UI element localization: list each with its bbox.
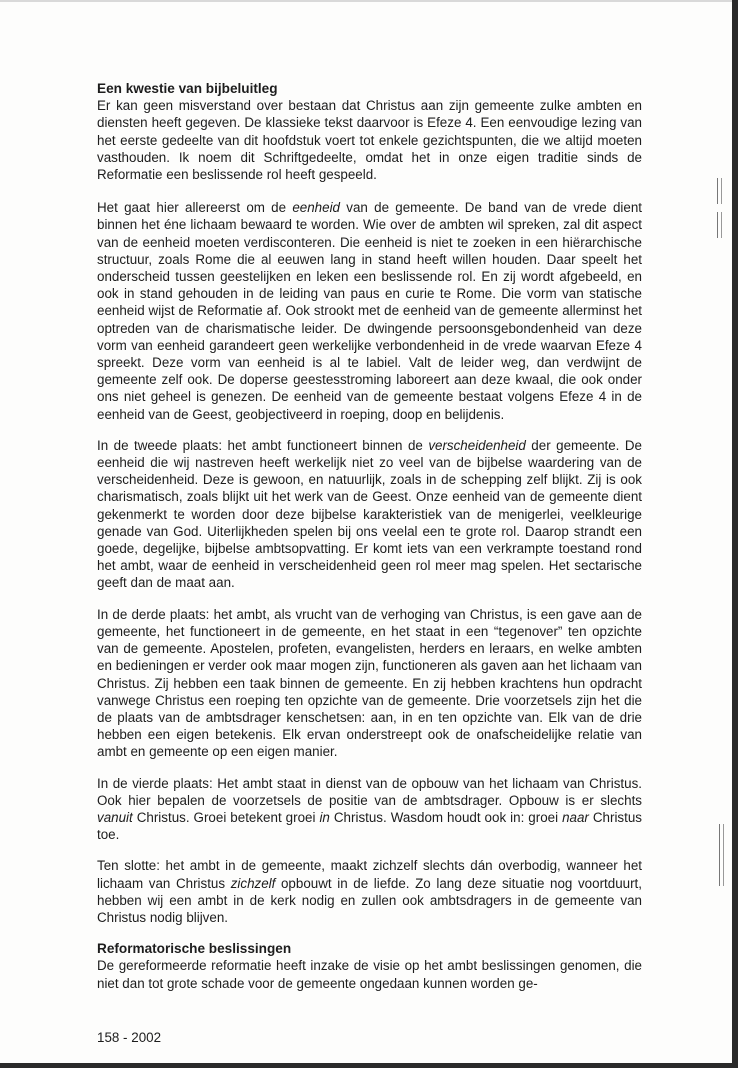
binding-mark xyxy=(717,178,722,204)
paragraph: Het gaat hier allereerst om de eenheid van de gemeente. De band van de vrede dient binnen het éne lichaam bewaard te worden. Wie over de ambten wil spreken, zal dit aspect van de eenheid moeten verdisconteren. Die eenheid is niet te zoeken in een hiërarchische structuur, zoals Rome die al eeuwen lang in stand heeft willen houden. Daar speelt het onderscheid tussen geestelijken en leken een beslissende rol. En zij wordt afgebeeld, en ook in stand gehouden in de leiding van paus en curie te Rome. Die vorm van statische eenheid wijst de Reformatie af. Ook strookt met de eenheid van de gemeente allerminst het optreden van de charismatische leider. De dwingende persoonsgebondenheid van deze vorm van eenheid garandeert geen werkelijke verbondenheid in de vrede waarvan Efeze 4 spreekt. Deze vorm van eenheid is al te labiel. Valt de leider weg, dan verdwijnt de gemeente zelf ook. De doperse geestesstroming laboreert aan deze kwaal, die ook onder ons niet geheel is genezen. De eenheid van de gemeente bestaat volgens Efeze 4 in de eenheid van de Geest, geobjectiveerd in roeping, doop en belijdenis. xyxy=(97,200,643,422)
paragraph: Ten slotte: het ambt in de gemeente, maakt zichzelf slechts dán overbodig, wanneer het lichaam van Christus zichzelf opbouwt in de liefde. Zo lang deze situatie nog voortduurt, hebben wij een ambt in de kerk nodig en zullen ook ambtsdragers in de gemeente van Christus nodig blijven. xyxy=(97,858,642,925)
section-heading: Reformatorische beslissingen xyxy=(97,941,292,957)
scan-edge-top xyxy=(0,0,738,2)
paragraph: In de vierde plaats: Het ambt staat in dienst van de opbouw van het lichaam van Christus. Ook hier bepalen de voorzetsels de positie van de ambtsdrager. Opbouw is er slechts vanuit Christus. Groei betekent groei in Christus. Wasdom houdt ook in: groei naar Christus toe. xyxy=(97,775,642,843)
paragraph: In de derde plaats: het ambt, als vrucht van de verhoging van Christus, is een gave aan de gemeente, het functioneert in de gemeente, en het staat in een “tegenover” ten opzichte van de gemeente. Apostelen, profeten, evangelisten, herders en leraars, en welke ambten en bedieningen er verder ook maar mogen zijn, functioneren als gaven aan het lichaam van Christus. Zij hebben een taak binnen de gemeente. En zij hebben krachtens hun opdracht vanwege Christus een roeping ten opzichte van de gemeente. Drie voorzetsels zijn het die de plaats van de ambtsdrager kenschetsen: aan, in en ten opzichte van. Elk van de drie hebben een eigen betekenis. Elk ervan onderstreept ook de onafscheidelijke relatie van ambt en gemeente op een eigen manier. xyxy=(97,606,642,760)
article-body xyxy=(97,80,642,1006)
scan-edge-right xyxy=(732,0,738,1068)
section-heading: Een kwestie van bijbeluitleg xyxy=(97,81,278,96)
paragraph: In de tweede plaats: het ambt functioneert binnen de verscheidenheid der gemeente. De eenheid die wij nastreven heeft werkelijk niet zo veel van de bijbelse waardering van de verscheidenheid. Deze is gewoon, en natuurlijk, zoals in de schepping zelf blijkt. Zij is ook charismatisch, zoals blijkt uit het werk van de Geest. Onze eenheid van de gemeente dient gekenmerkt te worden door deze bijbelse karakteristiek van de menigerlei, veelkleurige genade van God. Uiterlijkheden spelen bij ons veelal een te grote rol. Daarop strandt een goede, degelijke, bijbelse ambtsopvatting. Er komt iets van een verkrampte toestand rond het ambt, waar de eenheid in verscheidenheid geen rol meer mag spelen. Het sectarische geeft dan de maat aan. xyxy=(97,437,642,591)
binding-mark xyxy=(717,212,722,238)
binding-mark xyxy=(719,824,724,886)
paragraph: Er kan geen misverstand over bestaan dat Christus aan zijn gemeente zulke ambten en diensten heeft gegeven. De klassieke tekst daarvoor is Efeze 4. Een eenvoudige lezing van het eerste gedeelte van dit hoofdstuk voert tot enkele gezichtspunten, die we altijd moeten vasthouden. Ik noem dit Schriftgedeelte, omdat het in onze eigen traditie sinds de Reformatie een beslissende rol heeft gespeeld. xyxy=(97,98,642,183)
paragraph: De gereformeerde reformatie heeft inzake de visie op het ambt beslissingen genomen, die niet dan tot grote schade voor de gemeente ongedaan kunnen worden ge- xyxy=(97,958,642,991)
scan-edge-bottom xyxy=(0,1063,738,1068)
page-number: 158 - 2002 xyxy=(97,1030,162,1045)
